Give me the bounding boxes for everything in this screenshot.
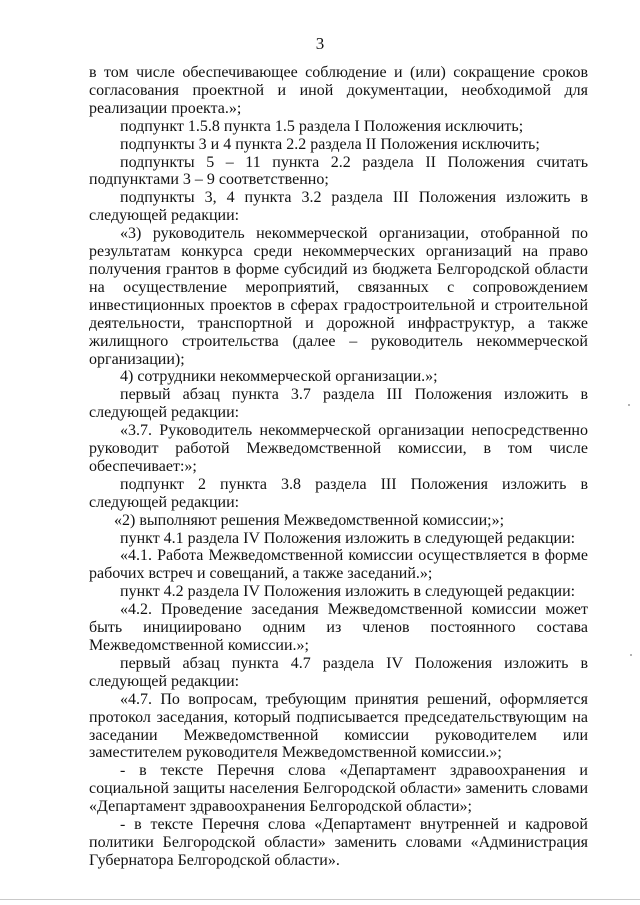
paragraph-list-policy-dept: - в тексте Перечня слова «Департамент внутренней и кадровой политики Белгородской области» заменить словами «Администрация Губернатора Белгородской области». <box>89 816 588 869</box>
paragraph-list-health-dept: - в тексте Перечня слова «Департамент здравоохранения и социальной защиты населения Белгородской области» заменить словами «Департамент здравоохранения Белгородской области»; <box>89 762 588 816</box>
scan-speck <box>628 404 630 406</box>
paragraph-amend-3-2: подпункты 3, 4 пункта 3.2 раздела III Положения изложить в следующей редакции: <box>89 189 588 225</box>
paragraph-quote-item-3: «3) руководитель некоммерческой организации, отобранной по результатам конкурса среди некоммерческих организаций на право получения грантов в форме субсидий из бюджета Белгородской области на осуществление мероприятий, связанных с сопровождением инвестиционных проектов в сферах градостроительной и строительной деятельности, транспортной и дорожной инфраструктур, а также жилищного строительства (далее – руководитель некоммерческой организации); <box>89 225 588 368</box>
paragraph-quote-4-2: «4.2. Проведение заседания Межведомственной комиссии может быть инициировано одним из членов постоянного состава Межведомственной комиссии.»; <box>89 601 588 654</box>
paragraph-quote-3-7: «3.7. Руководитель некоммерческой организации непосредственно руководит работой Межведомственной комиссии, в том числе обеспечивает:»; <box>89 422 588 475</box>
paragraph-continuation: в том числе обеспечивающее соблюдение и (или) сокращение сроков согласования проектной и иной документации, необходимой для реализации проекта.»; <box>89 64 588 117</box>
paragraph-quote-4-1: «4.1. Работа Межведомственной комиссии осуществляется в форме рабочих встреч и совещаний, а также заседаний.»; <box>89 547 588 583</box>
paragraph-quote-3-8: «2) выполняют решения Межведомственной комиссии;»; <box>114 511 505 529</box>
document-body <box>89 64 588 870</box>
scan-speck <box>630 654 632 656</box>
paragraph-quote-4-7: «4.7. По вопросам, требующим принятия решений, оформляется протокол заседания, который подписывается председательствующим на заседании Межведомственной комиссии руководителем или заместителем руководителя Межведомственной комиссии.»; <box>89 690 588 762</box>
paragraph-amend-4-1: пункт 4.1 раздела IV Положения изложить в следующей редакции: <box>120 529 576 547</box>
paragraph-amend-3-7: первый абзац пункта 3.7 раздела III Положения изложить в следующей редакции: <box>89 386 588 422</box>
paragraph-amend-4-7: первый абзац пункта 4.7 раздела IV Положения изложить в следующей редакции: <box>89 654 588 690</box>
paragraph-exclude-2-2: подпункты 3 и 4 пункта 2.2 раздела II Положения исключить; <box>120 135 540 153</box>
paragraph-renumber-2-2: подпункты 5 – 11 пункта 2.2 раздела II Положения считать подпунктами 3 – 9 соответственно; <box>89 153 588 189</box>
paragraph-amend-3-8: подпункт 2 пункта 3.8 раздела III Положения изложить в следующей редакции: <box>89 475 588 511</box>
paragraph-exclude-1-5-8: подпункт 1.5.8 пункта 1.5 раздела I Положения исключить; <box>120 117 524 135</box>
scan-edge-line <box>0 899 640 900</box>
page-number: 3 <box>315 34 325 53</box>
paragraph-amend-4-2: пункт 4.2 раздела IV Положения изложить в следующей редакции: <box>120 583 576 601</box>
paragraph-quote-item-4: 4) сотрудники некоммерческой организации.»; <box>120 368 438 386</box>
